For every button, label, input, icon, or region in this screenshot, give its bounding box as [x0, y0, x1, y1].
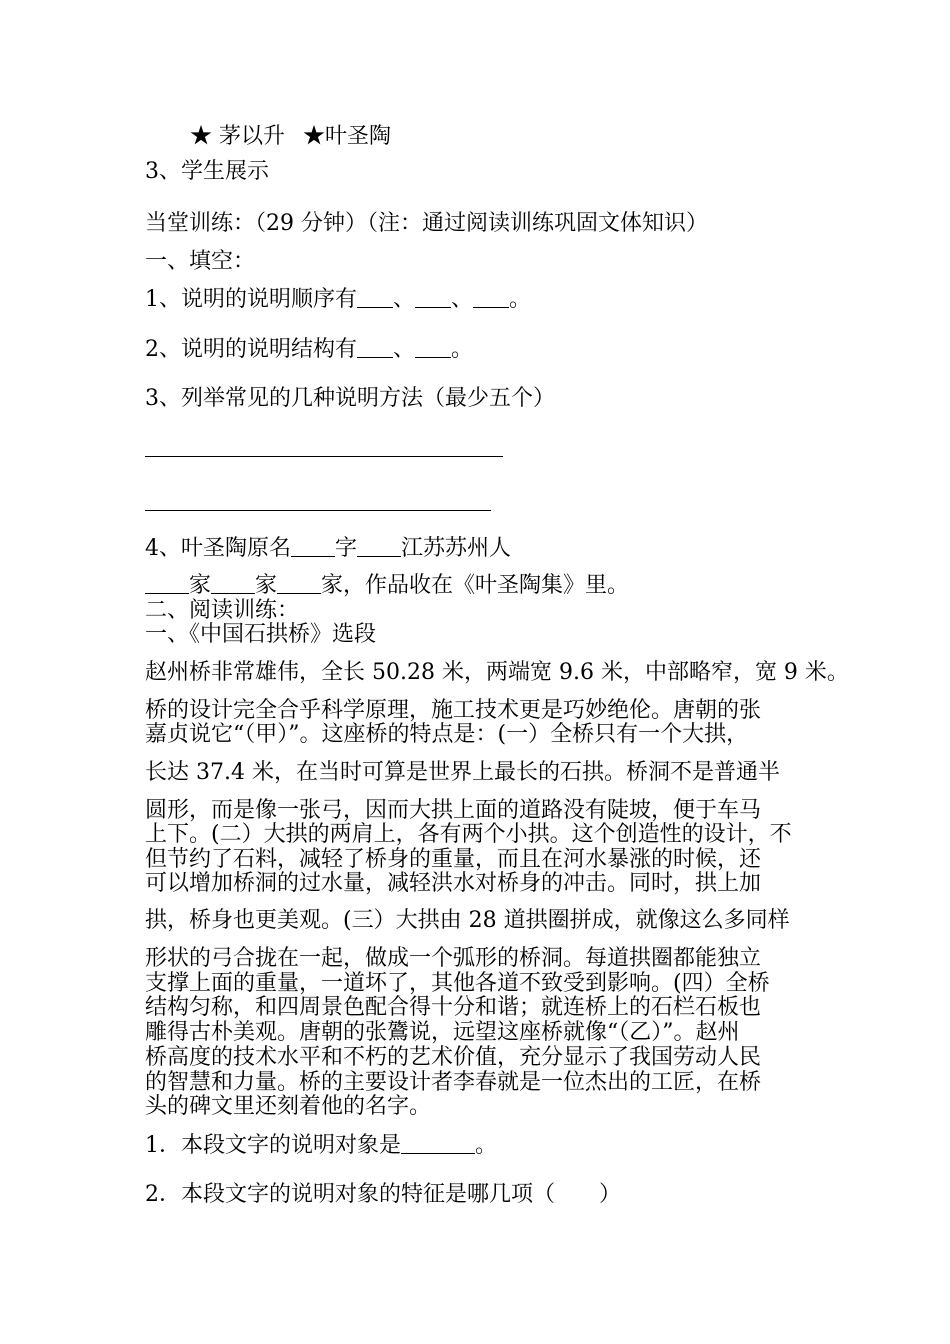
period: 。: [451, 337, 474, 362]
question-4-continued: [145, 573, 629, 599]
jia-label: 家: [255, 573, 278, 598]
jia-label: 家: [189, 573, 212, 598]
reading-question-2: 2．本段文字的说明对象的特征是哪几项（ ）: [145, 1182, 621, 1207]
question-3: 3、列举常见的几种说明方法（最少五个）: [145, 386, 555, 411]
question-4-tail: 家，作品收在《叶圣陶集》里。: [321, 573, 630, 598]
separator: 、: [393, 287, 416, 312]
question-4-origin: 江苏苏州人: [401, 536, 512, 561]
period: 。: [509, 287, 532, 312]
separator: 、: [451, 287, 474, 312]
question-4: [145, 536, 511, 562]
passage-line: 形状的弓合拢在一起，做成一个弧形的桥洞。每道拱圈都能独立: [145, 946, 762, 971]
passage-line: 雕得古朴美观。唐朝的张鷟说，远望这座桥就像“（乙）”。赵州: [145, 1020, 740, 1045]
answer-blank[interactable]: [415, 337, 451, 358]
passage-line: 可以增加桥洞的过水量，减轻洪水对桥身的冲击。同时，拱上加: [145, 871, 762, 896]
author-mao-yisheng: ★ 茅以升: [190, 124, 285, 149]
passage-line: 赵州桥非常雄伟，全长 50.28 米，两端宽 9.6 米，中部略窄，宽 9 米。: [145, 660, 849, 685]
answer-blank[interactable]: [357, 536, 401, 557]
excerpt-title: 一、《中国石拱桥》选段: [145, 622, 377, 647]
passage-line: 结构匀称，和四周景色配合得十分和谐；就连桥上的石栏石板也: [145, 995, 762, 1020]
question-2: [145, 337, 473, 363]
question-4-zi: 字: [335, 536, 358, 561]
answer-blank[interactable]: [357, 287, 393, 308]
question-4-text: 4、叶圣陶原名: [145, 536, 291, 561]
reading-heading: 二、阅读训练：: [145, 598, 300, 623]
answer-blank[interactable]: [401, 1133, 475, 1154]
fill-blank-heading: 一、填空：: [145, 249, 256, 274]
authors-line: [190, 124, 391, 150]
passage-line: 的智慧和力量。桥的主要设计者李春就是一位杰出的工匠，在桥: [145, 1070, 762, 1095]
reading-question-1: [145, 1133, 497, 1159]
answer-blank[interactable]: [473, 287, 509, 308]
passage-line: 长达 37.4 米，在当时可算是世界上最长的石拱。桥洞不是普通半: [145, 760, 780, 785]
answer-blank[interactable]: [291, 536, 335, 557]
passage-line: 桥高度的技术水平和不朽的艺术价值，充分显示了我国劳动人民: [145, 1045, 762, 1070]
section-student-presentation: 3、学生展示: [145, 159, 269, 184]
answer-blank[interactable]: [145, 573, 189, 594]
answer-line[interactable]: [145, 510, 491, 511]
question-1: [145, 287, 531, 313]
passage-line: 上下。(二）大拱的两肩上，各有两个小拱。这个创造性的设计，不: [145, 822, 792, 847]
reading-question-1-text: 1．本段文字的说明对象是: [145, 1133, 401, 1158]
passage-line: 桥的设计完全合乎科学原理，施工技术更是巧妙绝伦。唐朝的张: [145, 698, 762, 723]
passage-line: 拱，桥身也更美观。(三）大拱由 28 道拱圈拼成，就像这么多同样: [145, 908, 790, 933]
answer-blank[interactable]: [277, 573, 321, 594]
passage-line: 但节约了石料，减轻了桥身的重量，而且在河水暴涨的时候，还: [145, 847, 762, 872]
answer-blank[interactable]: [357, 337, 393, 358]
training-title: 当堂训练：（29 分钟）（注：通过阅读训练巩固文体知识）: [145, 211, 708, 236]
answer-line[interactable]: [145, 456, 503, 457]
period: 。: [475, 1133, 498, 1158]
question-1-text: 1、说明的说明顺序有: [145, 287, 357, 312]
answer-blank[interactable]: [415, 287, 451, 308]
question-2-text: 2、说明的说明结构有: [145, 337, 357, 362]
passage-line: 圆形，而是像一张弓，因而大拱上面的道路没有陡坡，便于车马: [145, 798, 762, 823]
author-ye-shengtao: ★叶圣陶: [303, 124, 392, 149]
separator: 、: [393, 337, 416, 362]
passage-line: 头的碑文里还刻着他的名字。: [145, 1094, 432, 1119]
passage-line: 嘉贞说它“（甲）”。这座桥的特点是：(一）全桥只有一个大拱，: [145, 722, 749, 747]
passage-line: 支撑上面的重量，一道坏了，其他各道不致受到影响。(四）全桥: [145, 971, 770, 996]
answer-blank[interactable]: [211, 573, 255, 594]
